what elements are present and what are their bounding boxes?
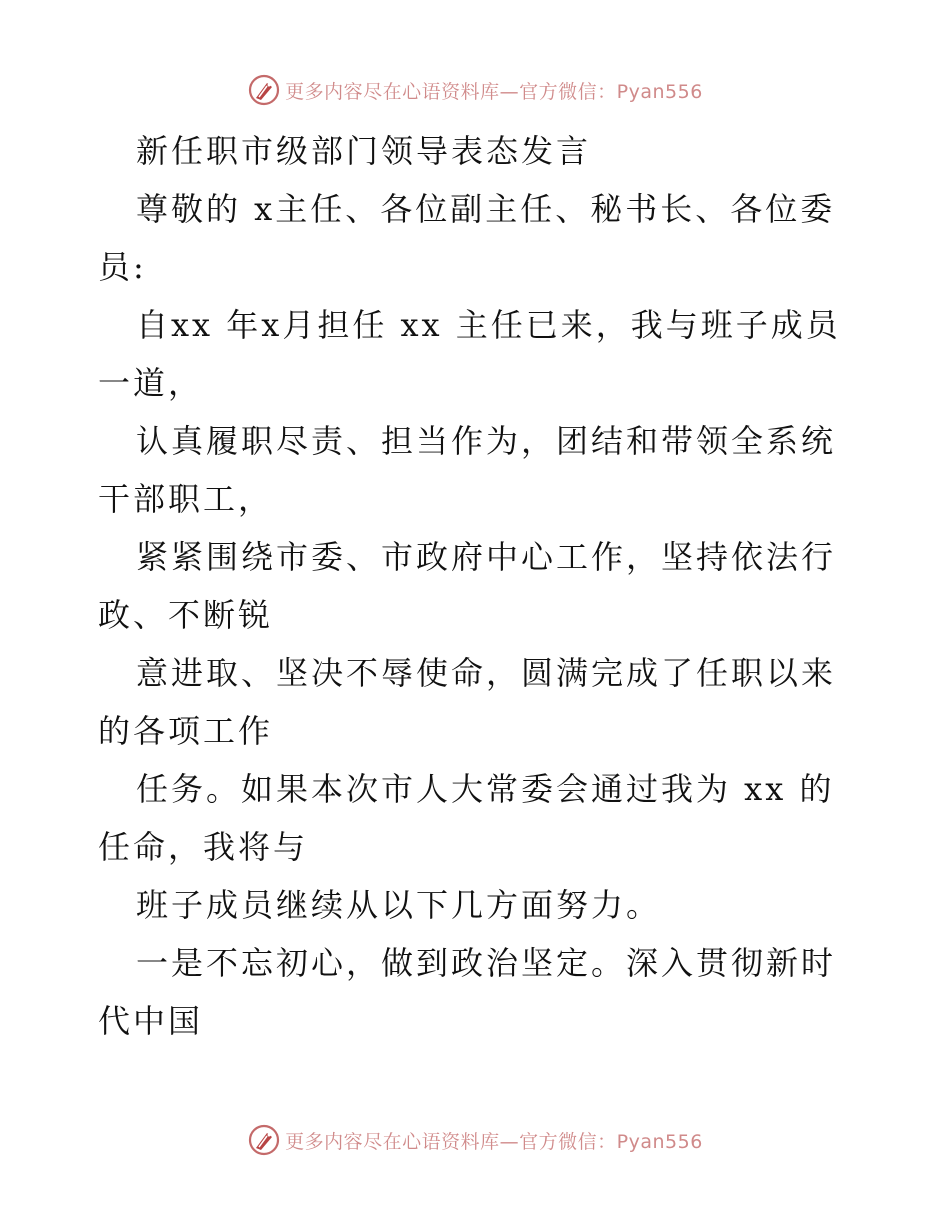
paragraph: 意进取、坚决不辱使命，圆满完成了任职以来的各项工作 [98,654,837,750]
paragraph: 班子成员继续从以下几方面努力。 [136,886,662,924]
paragraph: 一是不忘初心，做到政治坚定。深入贯彻新时代中国 [98,944,837,1040]
paragraph: 认真履职尽责、担当作为，团结和带领全系统干部职工， [98,422,837,518]
paragraph: 紧紧围绕市委、市政府中心工作，坚持依法行政、不断锐 [98,538,837,634]
paragraph-salutation: 尊敬的 x主任、各位副主任、秘书长、各位委员: [98,190,836,286]
footer-watermark-banner [0,1120,950,1160]
pen-nib-logo-icon [247,73,281,107]
watermark-text: 更多内容尽在心语资料库—官方微信：Pyan556 [285,80,703,103]
pen-nib-logo-icon [247,1123,281,1157]
header-watermark-banner [0,70,950,110]
document-title: 新任职市级部门领导表态发言 [136,132,592,170]
watermark-text: 更多内容尽在心语资料库—官方微信：Pyan556 [285,1130,703,1153]
document-body [98,122,858,1050]
paragraph: 任务。如果本次市人大常委会通过我为 xx 的任命，我将与 [98,770,835,866]
paragraph: 自xx 年x月担任 xx 主任已来，我与班子成员一道， [98,306,841,402]
